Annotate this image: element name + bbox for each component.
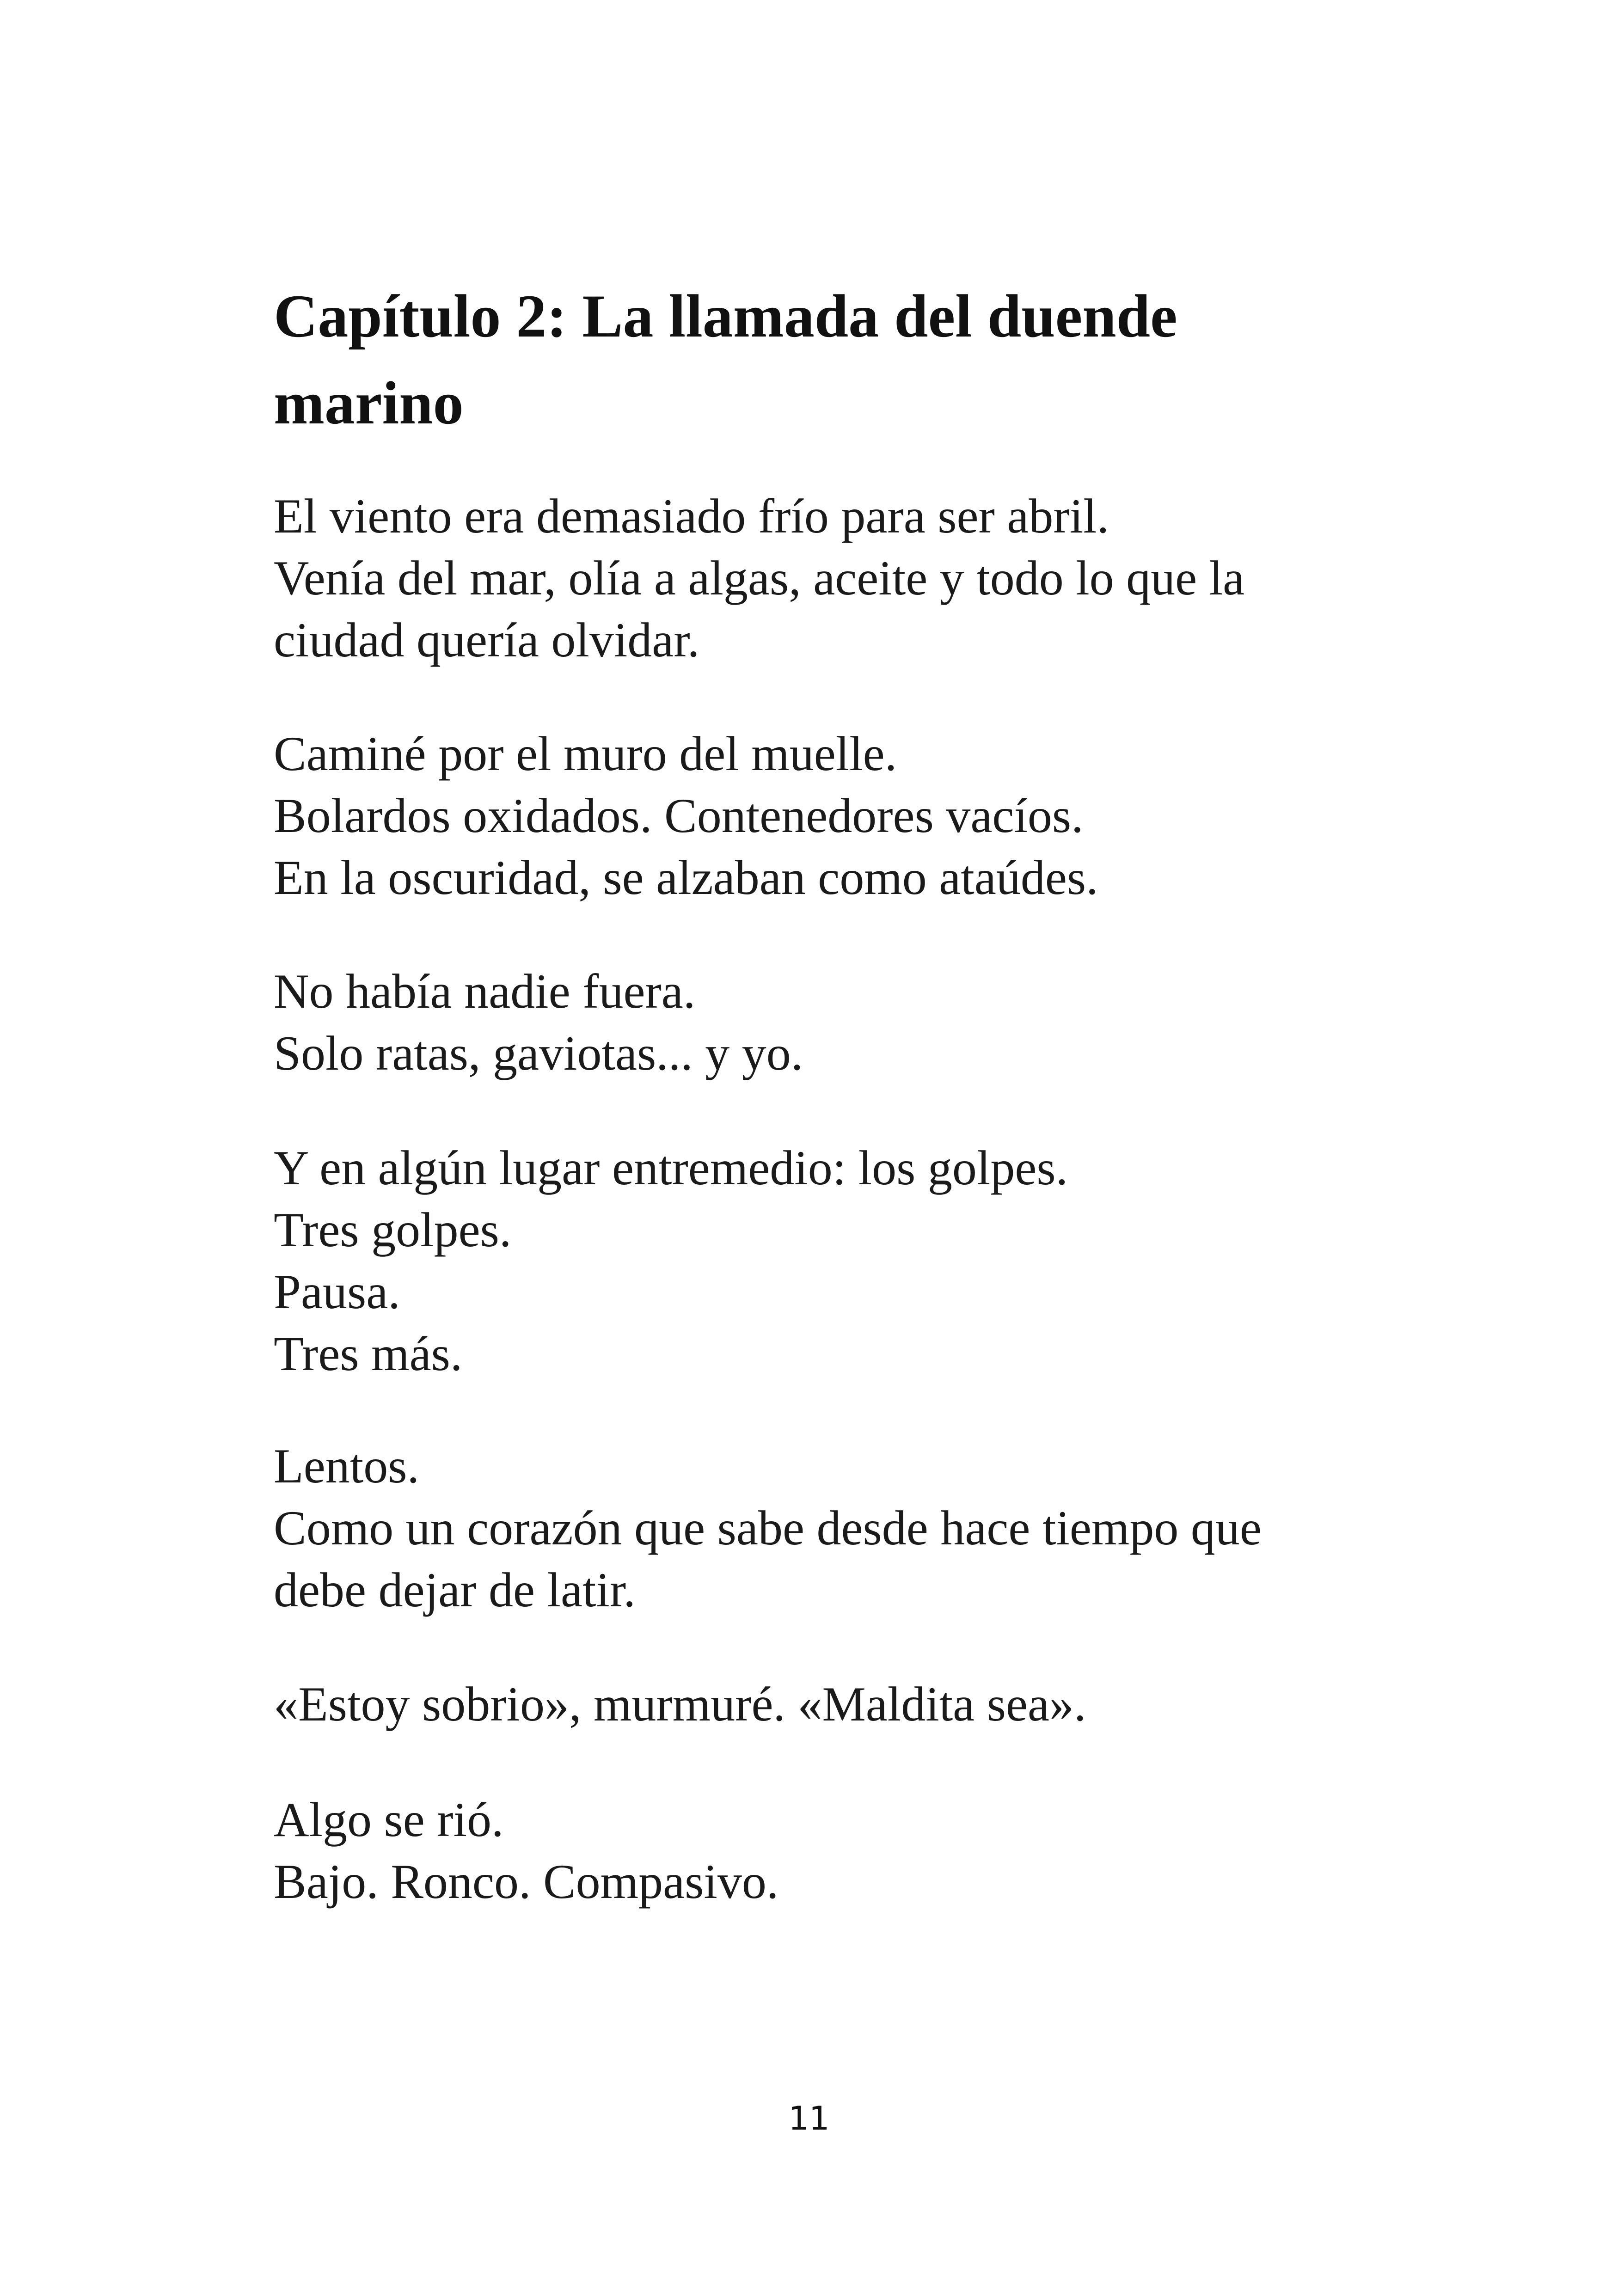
text-line: ciudad quería olvidar. <box>274 613 700 667</box>
text-line: Bajo. Ronco. Compasivo. <box>274 1855 779 1909</box>
chapter-title <box>274 273 1429 447</box>
text-line: Y en algún lugar entremedio: los golpes. <box>274 1141 1068 1195</box>
paragraph-6 <box>274 1673 1476 1735</box>
paragraph-3 <box>274 961 1476 1084</box>
paragraph-1 <box>274 485 1476 671</box>
text-line: Venía del mar, olía a algas, aceite y todo lo que la <box>274 551 1245 605</box>
text-line: Tres golpes. <box>274 1203 512 1257</box>
text-line: Solo ratas, gaviotas... y yo. <box>274 1026 803 1080</box>
text-line: El viento era demasiado frío para ser abril. <box>274 489 1109 543</box>
text-line: Lentos. <box>274 1439 419 1493</box>
paragraph-5 <box>274 1435 1476 1621</box>
text-line: debe dejar de latir. <box>274 1563 636 1617</box>
chapter-title-line-1: Capítulo 2: La llamada del duende <box>274 282 1177 350</box>
text-line: Pausa. <box>274 1265 400 1319</box>
chapter-title-line-2: marino <box>274 369 464 437</box>
paragraph-2 <box>274 723 1476 909</box>
paragraph-7 <box>274 1789 1476 1913</box>
text-line: Algo se rió. <box>274 1793 504 1847</box>
text-line: «Estoy sobrio», murmuré. «Maldita sea». <box>274 1677 1086 1731</box>
text-line: Tres más. <box>274 1327 463 1381</box>
page-number: 11 <box>788 2100 830 2137</box>
text-line: Bolardos oxidados. Contenedores vacíos. <box>274 789 1084 843</box>
paragraph-4 <box>274 1137 1476 1385</box>
text-line: En la oscuridad, se alzaban como ataúdes. <box>274 851 1098 905</box>
text-line: Caminé por el muro del muelle. <box>274 727 897 781</box>
text-line: Como un corazón que sabe desde hace tiempo que <box>274 1501 1262 1555</box>
text-line: No había nadie fuera. <box>274 964 696 1018</box>
